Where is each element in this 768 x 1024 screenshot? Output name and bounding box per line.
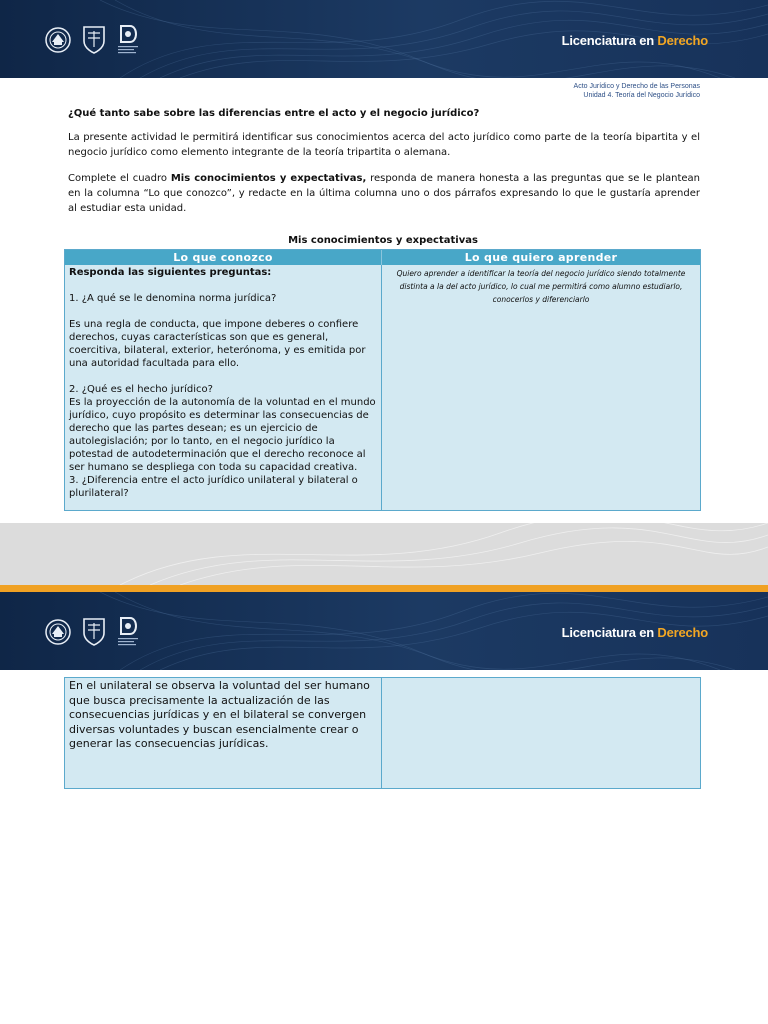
- cell-lo-que-quiero-aprender: [382, 678, 700, 788]
- table-header-row: [65, 250, 700, 265]
- activity-title: ¿Qué tanto sabe sobre las diferencias entre el acto y el negocio jurídico?: [68, 108, 480, 119]
- unam-seal-icon: [44, 26, 72, 54]
- unam-seal-icon: [44, 618, 72, 646]
- fes-shield-icon: [82, 617, 106, 647]
- divider-wave-decoration: [0, 523, 768, 585]
- program-title-main: Licenciatura en: [561, 625, 658, 640]
- col-header-lo-que-quiero-aprender: Lo que quiero aprender: [464, 251, 618, 264]
- answer-1: Es una regla de conducta, que impone deberes o confiere derechos, cuyas características son que es general, coercitiva, bilateral, exterior, heterónoma, y es emitida por una autoridad facultada para ello.: [69, 319, 366, 369]
- question-1: 1. ¿A qué se le denomina norma jurídica?: [69, 293, 277, 304]
- fes-shield-icon: [82, 25, 106, 55]
- program-title-accent: Derecho: [657, 625, 708, 640]
- header-banner-page-2: [0, 592, 768, 670]
- header-banner: [0, 0, 768, 78]
- question-2: 2. ¿Qué es el hecho jurídico?: [69, 384, 213, 395]
- cell-lo-que-conozco: [65, 265, 382, 510]
- knowledge-table: [64, 249, 701, 511]
- table-row: [65, 265, 700, 510]
- instructions-text-rest: responda de manera honesta a las preguntas que se le plantean en la columna “Lo que conozco”, y redacte en la última columna uno o dos párrafos expresando lo que le gustaría aprender al estudiar esta unidad.: [68, 173, 700, 214]
- page-divider: [0, 523, 768, 585]
- course-header: [574, 82, 700, 100]
- program-title: [562, 33, 708, 48]
- knowledge-table-continued: [64, 677, 701, 789]
- instructions-bold: Mis conocimientos y expectativas,: [170, 173, 367, 184]
- intro-paragraph: La presente actividad le permitirá identificar sus conocimientos acerca del acto jurídico como parte de la teoría bipartita y el negocio jurídico como elemento integrante de la teoría tripartita o alemana.: [68, 132, 700, 158]
- cell-lo-que-conozco: En el unilateral se observa la voluntad del ser humano que busca precisamente la actualización de las consecuencias jurídicas y en el bilateral se convergen diversas voluntades y buscan esencialmente crear o generar las consecuencias jurídicas.: [65, 678, 382, 788]
- col-header-lo-que-conozco: Lo que conozco: [65, 250, 382, 265]
- divider-accent-line: [0, 585, 768, 592]
- table-row: [65, 678, 700, 788]
- ed-division-icon: [116, 24, 142, 56]
- table-caption: Mis conocimientos y expectativas: [288, 235, 478, 246]
- program-title-accent: Derecho: [657, 33, 708, 48]
- answer-2: Es la proyección de la autonomía de la voluntad en el mundo jurídico, cuyo propósito es determinar las consecuencias de derecho que las partes desean; es un ejercicio de autolegislación; por lo tanto, en el negocio jurídico la potestad de autodeterminación que el derecho reconoce al ser humano se despliega con toda su capacidad creativa.: [69, 397, 376, 473]
- cell-heading: Responda las siguientes preguntas:: [69, 267, 272, 278]
- institution-logos: [44, 24, 142, 56]
- instructions-text: Complete el cuadro: [68, 173, 171, 184]
- program-title: [562, 625, 708, 640]
- cell-lo-que-quiero-aprender: Quiero aprender a identificar la teoría del negocio jurídico siendo totalmente distinta a la del acto jurídico, lo cual me permitirá como alumno estudiarlo, conocerlos y diferenciarlo: [396, 269, 686, 304]
- instructions-paragraph: [68, 171, 700, 216]
- institution-logos: [44, 616, 142, 648]
- question-3: 3. ¿Diferencia entre el acto jurídico unilateral y bilateral o plurilateral?: [69, 475, 358, 499]
- ed-division-icon: [116, 616, 142, 648]
- program-title-main: Licenciatura en: [561, 33, 658, 48]
- unit-name: Unidad 4. Teoría del Negocio Jurídico: [583, 92, 700, 99]
- course-name: Acto Jurídico y Derecho de las Personas: [573, 83, 700, 90]
